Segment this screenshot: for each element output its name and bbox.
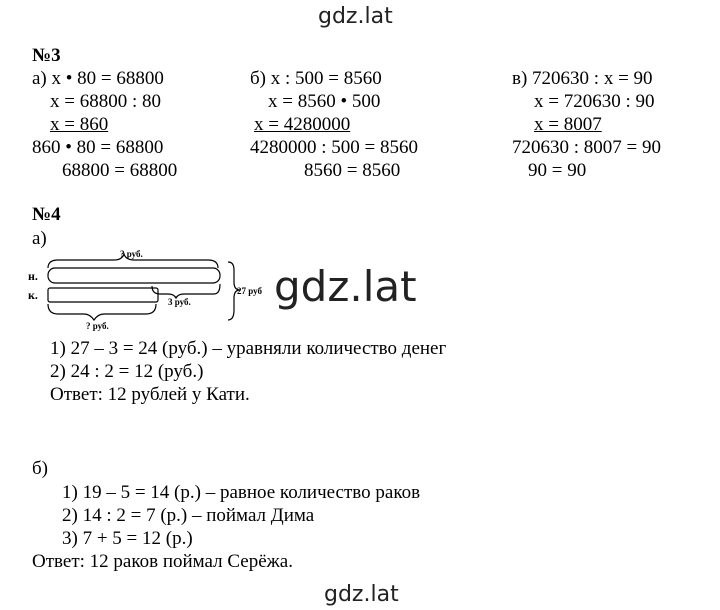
task3-a-check: 860 • 80 = 68800 (32, 137, 164, 158)
task3-b-answer: x = 4280000 (254, 114, 351, 135)
task3-a-check-result: 68800 = 68800 (62, 160, 178, 181)
bar-n (48, 268, 220, 283)
bottom-unknown-label: ? руб. (86, 321, 109, 331)
task3-a-line-2: x = 68800 : 80 (50, 91, 161, 112)
task3-b-check-result: 8560 = 8560 (304, 160, 401, 181)
diff-brace (152, 284, 220, 298)
solution-a-answer: Ответ: 12 рублей у Кати. (50, 384, 250, 405)
task3-c-answer: x = 8007 (534, 114, 602, 135)
label-n: н. (28, 269, 38, 283)
diff-label: 3 руб. (168, 297, 191, 307)
solution-a-step-2: 2) 24 : 2 = 12 (руб.) (50, 361, 204, 382)
task4-diagram (28, 248, 278, 332)
task4-part-b-label: б) (32, 458, 48, 479)
label-k: к. (28, 288, 38, 302)
solution-b-step-1: 1) 19 – 5 = 14 (р.) – равное количество раков (62, 482, 421, 503)
solution-b-step-2: 2) 14 : 2 = 7 (р.) – поймал Дима (62, 505, 315, 526)
bottom-brace (48, 304, 156, 320)
watermark-bottom: gdz.lat (324, 582, 399, 607)
task3-c-line-2: x = 720630 : 90 (534, 91, 655, 112)
task4-number: №4 (32, 204, 61, 225)
task3-c-check: 720630 : 8007 = 90 (512, 137, 661, 158)
task3-b-check: 4280000 : 500 = 8560 (250, 137, 418, 158)
task3-number: №3 (32, 45, 61, 66)
task3-b-line-2: x = 8560 • 500 (268, 91, 381, 112)
total-label: 27 руб (237, 286, 263, 296)
watermark-top: gdz.lat (318, 4, 393, 29)
bar-k (48, 288, 158, 302)
solution-b-answer: Ответ: 12 раков поймал Серёжа. (32, 551, 293, 572)
top-unknown-label: ? руб. (120, 249, 143, 259)
task3-a-line-1: а) x • 80 = 68800 (32, 68, 164, 89)
task3-b-line-1: б) x : 500 = 8560 (250, 68, 382, 89)
solution-a-step-1: 1) 27 – 3 = 24 (руб.) – уравняли количество денег (50, 338, 447, 359)
watermark-middle: gdz.lat (274, 262, 417, 311)
task3-a-answer: x = 860 (50, 114, 109, 135)
task3-c-check-result: 90 = 90 (528, 160, 587, 181)
task3-c-line-1: в) 720630 : x = 90 (512, 68, 653, 89)
task4-part-a-label: а) (32, 228, 47, 249)
solution-b-step-3: 3) 7 + 5 = 12 (р.) (62, 528, 193, 549)
